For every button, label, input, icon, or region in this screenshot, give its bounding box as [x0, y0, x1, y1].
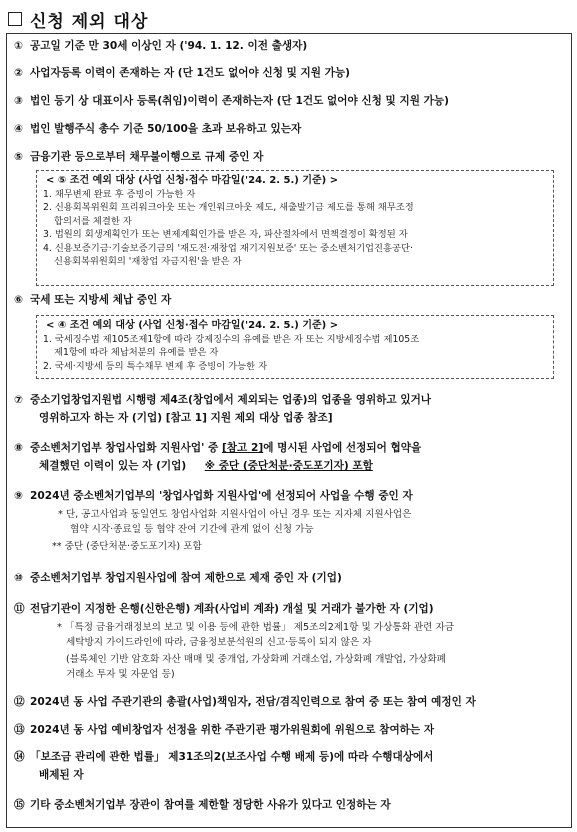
item-10: ⑩ 중소벤처기업부 창업지원사업에 참여 제한으로 제재 중인 자 (기업) [14, 572, 342, 584]
exception-line: 4. 신용보증기금·기술보증기금의 '재도전·재창업 재기지원보증' 또는 중소벤처기업진흥공단· [43, 242, 413, 254]
exception-line: 합의서를 체결한 자 [54, 215, 132, 227]
section-title-text: 신청 제외 대상 [30, 11, 149, 32]
exception-line: 3. 법원의 회생계획인가 또는 변제계획인가를 받은 자, 파산절차에서 면책결정이 확정된 자 [43, 229, 408, 241]
reference-2-link[interactable]: [참고 2] [221, 442, 264, 454]
exception-box-5 [36, 170, 554, 286]
item-1: ① 공고일 기준 만 30세 이상인 자 ('94. 1. 12. 이전 출생자) [14, 40, 308, 52]
section-title [8, 6, 148, 32]
item-2: ② 사업자등록 이력이 존재하는 자 (단 1건도 없어야 신청 및 지원 가능) [14, 67, 351, 79]
item-14: ⑭ 「보조금 관리에 관한 법률」 제31조의2(보조사업 수행 배제 등)에 따라 수행대상에서 [14, 751, 434, 763]
item-4: ④ 법인 발행주식 총수 기준 50/100을 초과 보유하고 있는자 [14, 123, 302, 135]
item-11-note: 거래소 투자 및 자문업 등) [66, 669, 175, 680]
checkbox-square-icon [8, 12, 22, 26]
item-3: ③ 법인 등기 상 대표이사 등록(취임)이력이 존재하는자 (단 1건도 없어야 신청 및 지원 가능) [14, 95, 449, 107]
item-9-note: * 단, 공고사업과 동일연도 창업사업화 지원사업이 아닌 경우 또는 지자체 지원사업은 [58, 509, 412, 520]
item-11-note: * 「특정 금융거래정보의 보고 및 이용 등에 관한 법률」 제5조의2제1항 및 가상통화 관련 자금 [57, 622, 455, 633]
exception-line: 2. 국세·지방세 등의 특수채무 변제 후 증빙이 가능한 자 [43, 360, 268, 372]
item-9: ⑨ 2024년 중소벤처기업부의 '창업사업화 지원사업'에 선정되어 사업을 수행 중인 자 [14, 490, 413, 502]
item-13: ⑬ 2024년 동 사업 예비창업자 선정을 위한 주관기관 평가위원회에 위원으로 참여하는 자 [14, 724, 435, 736]
exception-line: 1. 채무변제 완료 후 증빙이 가능한 자 [43, 189, 196, 200]
item-11-note: (블록체인 기반 암호화 자산 매매 및 중개업, 가상화폐 거래소업, 가상화폐 개발업, 가상화폐 [66, 654, 447, 665]
exception-box-5-heading: < ⑤ 조건 예외 대상 (사업 신청·접수 마감일('24. 2. 5.) 기준) > [46, 175, 339, 186]
exception-line: 2. 신용회복위원회 프리워크아웃 또는 개인워크아웃 제도, 새출발기금 제도를 통해 채무조정 [43, 202, 414, 214]
item-6: ⑥ 국세 또는 지방세 체납 중인 자 [14, 294, 172, 306]
item-14-continuation: 배제된 자 [39, 769, 84, 781]
exception-line: 1. 국세징수법 제105조제1항에 따라 강제징수의 유예를 받은 자 또는 지방세징수법 제105조 [43, 334, 420, 345]
item-8: ⑧ 중소벤처기업부 창업사업화 지원사업' 중 [참고 2]에 명시된 사업에 선정되어 협약을 [14, 442, 422, 454]
item-8-continuation: 체결했던 이력이 있는 자 (기업) ※ 중단 (중단처분·중도포기자) 포함 [39, 460, 373, 472]
item-7: ⑦ 중소기업창업지원법 시행령 제4조(창업에서 제외되는 업종)의 업종을 영위하고 있거나 [14, 394, 432, 406]
item-11: ⑪ 전담기관이 지정한 은행(신한은행) 계좌(사업비 계좌) 개설 및 거래가 불가한 자 (기업) [14, 603, 434, 615]
item-12: ⑫ 2024년 동 사업 주관기관의 총괄(사업)책임자, 전담/겸직인력으로 참여 중 또는 참여 예정인 자 [14, 696, 476, 708]
item-5: ⑤ 금융기관 등으로부터 채무불이행으로 규제 중인 자 [14, 151, 264, 163]
item-15: ⑮ 기타 중소벤처기업부 장관이 참여를 제한할 정당한 사유가 있다고 인정하는 자 [14, 799, 391, 811]
exception-line: 신용회복위원회의 '재창업 자금지원'을 받은 자 [54, 256, 242, 268]
item-9-note: ** 중단 (중단처분·중도포기자) 포함 [52, 541, 202, 552]
item-7-continuation: 영위하고자 하는 자 (기업) [참고 1] 지원 제외 대상 업종 참조] [39, 412, 333, 424]
item-9-note: 협약 시작·종료일 등 협약 잔여 기간에 관계 없이 신청 가능 [70, 524, 314, 535]
item-11-note: 세탁방지 가이드라인에 따라, 금융정보분석원의 신고·등록이 되지 않은 자 [66, 637, 372, 648]
exception-box-6-heading: < ④ 조건 예외 대상 (사업 신청·접수 마감일('24. 2. 5.) 기준) > [46, 320, 339, 331]
item-8-suspension-note: ※ 중단 (중단처분·중도포기자) 포함 [204, 460, 373, 472]
exception-line: 제1항에 따라 체납처분의 유예를 받은 자 [54, 347, 219, 359]
exception-box-6 [36, 315, 554, 379]
